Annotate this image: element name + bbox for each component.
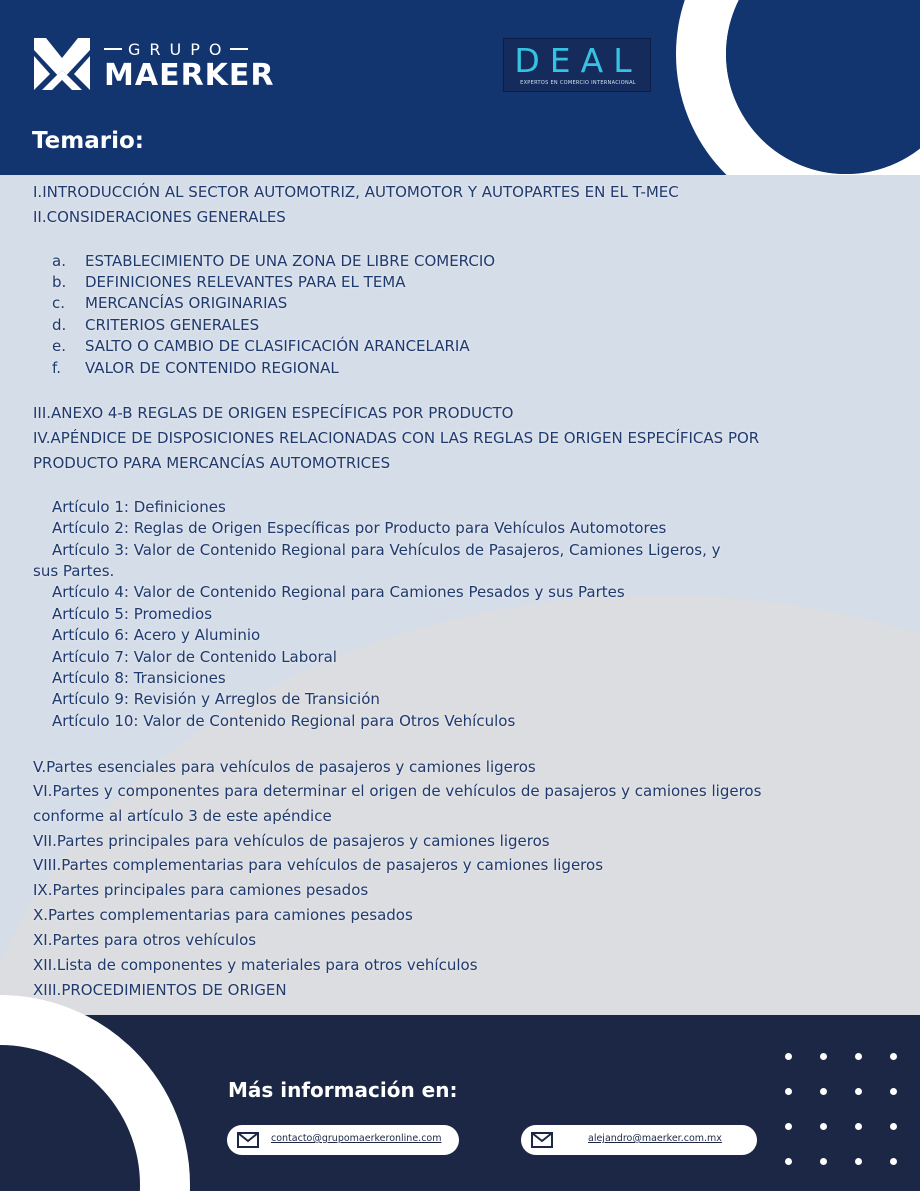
temario-item: VI.Partes y componentes para determinar el origen de vehículos de pasajeros y camiones ligeros (33, 782, 762, 800)
temario-item: I.INTRODUCCIÓN AL SECTOR AUTOMOTRIZ, AUTOMOTOR Y AUTOPARTES EN EL T-MEC (33, 183, 679, 201)
footer-title: Más información en: (228, 1078, 458, 1102)
temario-item: XI.Partes para otros vehículos (33, 931, 257, 949)
article-item: Artículo 5: Promedios (52, 605, 213, 623)
temario-item: conforme al artículo 3 de este apéndice (33, 807, 332, 825)
temario-item: X.Partes complementarias para camiones pesados (33, 906, 413, 924)
temario-item: V.Partes esenciales para vehículos de pasajeros y camiones ligeros (33, 758, 536, 776)
temario-item: III.ANEXO 4-B REGLAS DE ORIGEN ESPECÍFICAS POR PRODUCTO (33, 404, 514, 422)
subitem-letter: f. (52, 359, 61, 377)
article-item: Artículo 9: Revisión y Arreglos de Transición (52, 690, 380, 708)
temario-item: VIII.Partes complementarias para vehículos de pasajeros y camiones ligeros (33, 856, 604, 874)
brand-name: MAERKER (104, 58, 275, 93)
email-address[interactable]: alejandro@maerker.com.mx (588, 1133, 722, 1144)
email-link-contacto[interactable] (227, 1125, 459, 1155)
temario-item: XIII.PROCEDIMIENTOS DE ORIGEN (33, 981, 287, 999)
deal-logo-word: DEAL (514, 41, 642, 80)
subitem-letter: c. (52, 294, 66, 312)
mail-icon (237, 1132, 259, 1148)
article-item: Artículo 10: Valor de Contenido Regional para Otros Vehículos (52, 712, 516, 730)
subitem-text: CRITERIOS GENERALES (85, 316, 260, 334)
deal-logo (503, 38, 651, 92)
page-title: Temario: (32, 128, 144, 154)
article-item: Artículo 2: Reglas de Origen Específicas por Producto para Vehículos Automotores (52, 519, 667, 537)
subitem-letter: a. (52, 252, 66, 270)
temario-item: XII.Lista de componentes y materiales para otros vehículos (33, 956, 478, 974)
article-item: Artículo 8: Transiciones (52, 669, 226, 687)
article-item: sus Partes. (33, 562, 115, 580)
dot-grid-decoration (782, 1050, 892, 1170)
temario-item: IX.Partes principales para camiones pesados (33, 881, 369, 899)
brand-subtitle: GRUPO (104, 40, 248, 59)
header (0, 0, 920, 175)
maerker-logo-icon (32, 34, 92, 92)
subitem-text: VALOR DE CONTENIDO REGIONAL (85, 359, 339, 377)
subitem-letter: e. (52, 337, 66, 355)
subitem-text: MERCANCÍAS ORIGINARIAS (85, 294, 288, 312)
temario-item: IV.APÉNDICE DE DISPOSICIONES RELACIONADAS CON LAS REGLAS DE ORIGEN ESPECÍFICAS POR (33, 429, 760, 447)
article-item: Artículo 6: Acero y Aluminio (52, 626, 261, 644)
article-item: Artículo 1: Definiciones (52, 498, 226, 516)
subitem-text: ESTABLECIMIENTO DE UNA ZONA DE LIBRE COMERCIO (85, 252, 496, 270)
article-item: Artículo 4: Valor de Contenido Regional para Camiones Pesados y sus Partes (52, 583, 625, 601)
article-item: Artículo 3: Valor de Contenido Regional para Vehículos de Pasajeros, Camiones Ligeros, y (52, 541, 721, 559)
email-link-alejandro[interactable] (521, 1125, 757, 1155)
mail-icon (531, 1132, 553, 1148)
subitem-text: DEFINICIONES RELEVANTES PARA EL TEMA (85, 273, 406, 291)
temario-item: VII.Partes principales para vehículos de pasajeros y camiones ligeros (33, 832, 550, 850)
temario-item: II.CONSIDERACIONES GENERALES (33, 208, 286, 226)
subitem-letter: b. (52, 273, 67, 291)
subitem-text: SALTO O CAMBIO DE CLASIFICACIÓN ARANCELARIA (85, 337, 470, 355)
email-address[interactable]: contacto@grupomaerkeronline.com (271, 1133, 442, 1144)
article-item: Artículo 7: Valor de Contenido Laboral (52, 648, 337, 666)
subitem-letter: d. (52, 316, 67, 334)
deal-logo-tagline: EXPERTOS EN COMERCIO INTERNACIONAL (520, 80, 636, 86)
temario-item: PRODUCTO PARA MERCANCÍAS AUTOMOTRICES (33, 454, 391, 472)
